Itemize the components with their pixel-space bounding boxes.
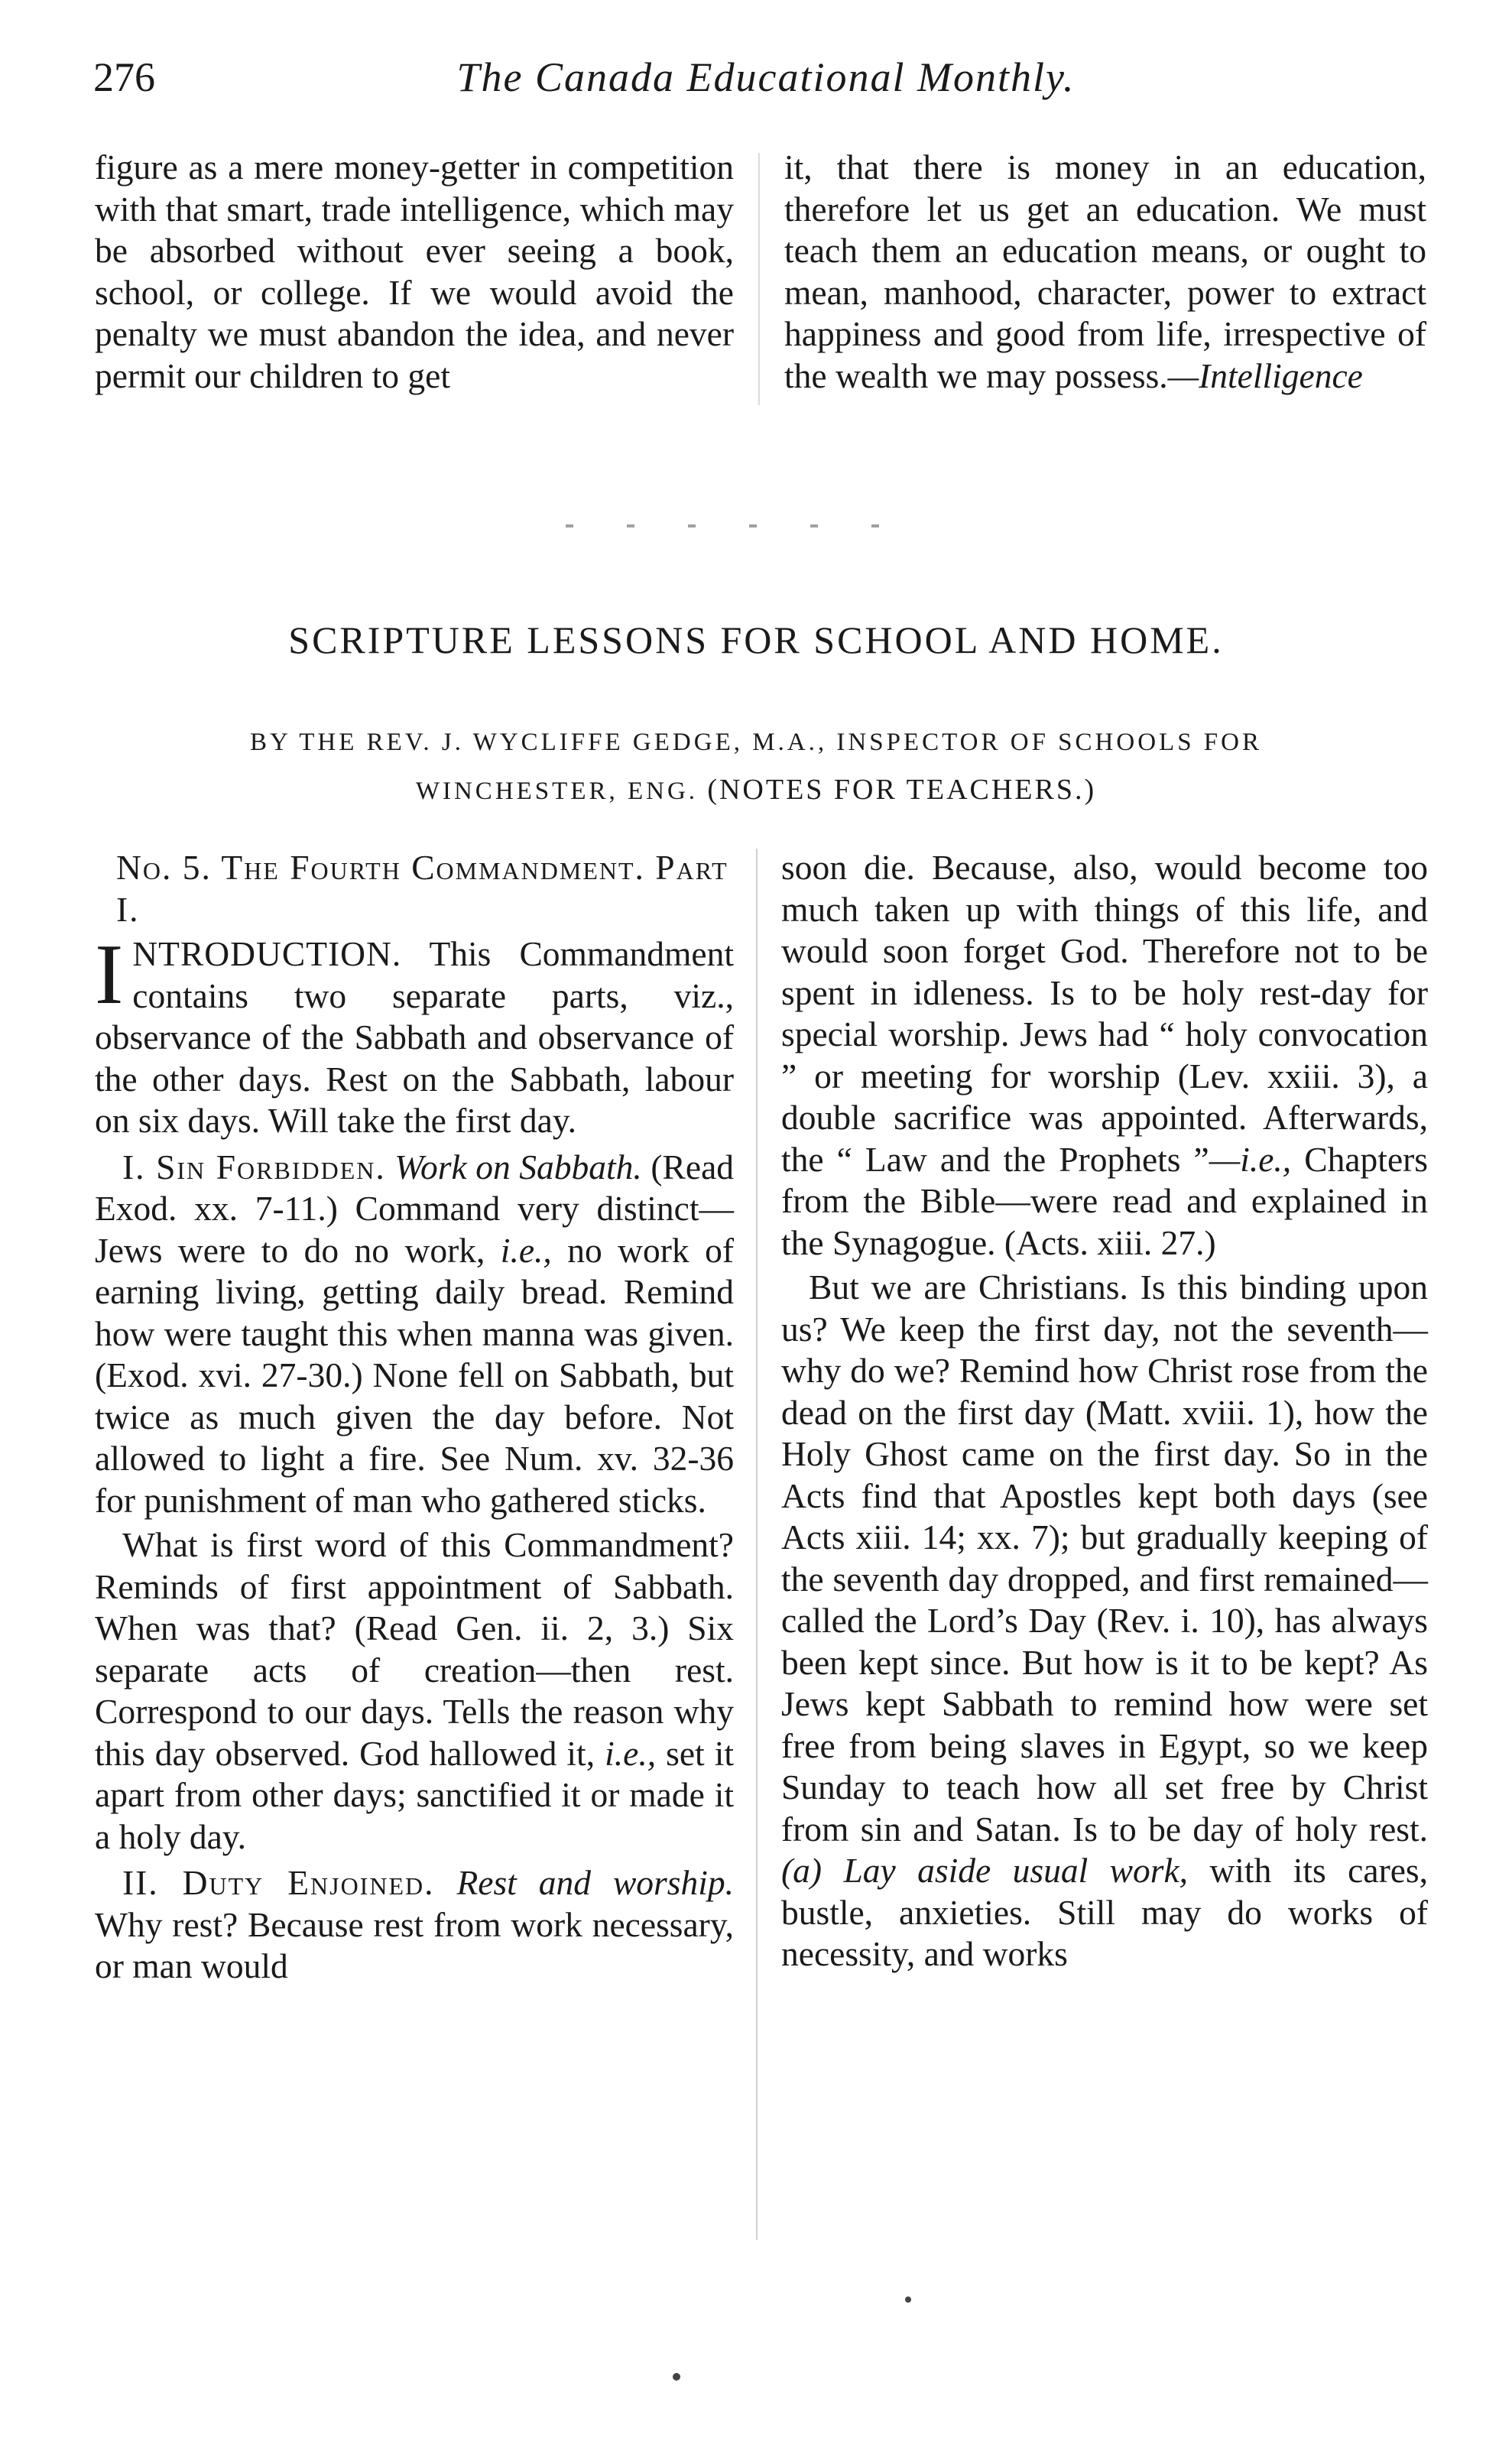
page-number: 276 [93,54,155,100]
right-para2-text: But we are Christians. Is this binding upon us? We keep the first day, not the seventh—why do we? Remind how Christ rose from the dead on the first day (Matt. xviii. 1), how the Holy Ghost came on the first day. So in the Acts find that Apostles kept both days (see Acts xiii. 14; xx. 7); but gradually keeping of the seventh day dropped, and first remained—called the Lord’s Day (Rev. i. 10), has always been kept since. But how is it to be kept? As Jews kept Sabbath to remind how were set free from being slaves in Egypt, so we keep Sunday to teach how all set free by Christ from sin and Satan. Is to be day of holy rest. [781,1268,1428,1849]
body-column-divider [756,849,758,2240]
top-left-paragraph: figure as a mere money-getter in competition with that smart, trade intelligence, which may be absorbed without ever seeing a book, school, or college. If we would avoid the penalty we must abandon the idea, and never permit our children to get [95,148,734,395]
right-para1-text-a: soon die. Because, also, would become too much taken up with things of this life, and would soon forget God. Therefore not to be spent in idleness. Is to be holy rest-day for special worship. Jews had “ holy convocation ” or meeting for worship (Lev. xxiii. 3), a double sacrifice was appointed. Afterwards, the “ Law and the Prophets ” [781,848,1428,1179]
part1-ie: i.e., [500,1230,552,1270]
body-right-column [781,847,1428,1975]
printer-mark-bottom [673,2373,680,2381]
part1-second-paragraph [95,1524,734,1858]
body-left-column [95,847,734,1988]
top-right-paragraph [784,147,1426,397]
right-para2-text-c: with its cares, bustle, anxieties. Still may do works of necessity, and works [781,1851,1428,1973]
top-right-source: —Intelligence [1167,355,1363,395]
section-heading: No. 5. The Fourth Commandment. Part I. [116,848,728,929]
top-column-divider [758,153,760,405]
byline-line1: BY THE REV. J. WYCLIFFE GEDGE, M.A., INSPECTOR OF SCHOOLS FOR [250,729,1262,756]
article-title: SCRIPTURE LESSONS FOR SCHOOL AND HOME. [288,618,1224,661]
intro-paragraph [95,927,734,1142]
top-right-text: it, that there is money in an education, therefore let us get an education. We must teach them an education means, or ought to mean, manhood, character, power to extract happiness and good from life, irrespective of the wealth we may possess. [784,148,1426,395]
part2-paragraph [95,1862,734,1988]
intro-text: This Commandment contains two separate parts, viz., observance of the Sabbath and observance of the other days. Rest on the Sabbath, labour on six days. Will take the first day. [95,934,734,1140]
part2-title: Rest and worship. [456,1863,734,1902]
part1-text-b: no work of earning living, getting daily bread. Remind how were taught this when manna was given. (Exod. xvi. 27-30.) None fell on Sabbath, but twice as much given the day before. Not allowed to light a fire. See Num. xv. 32-36 for punishment of man who gathered sticks. [95,1230,735,1520]
section-divider [566,524,933,527]
right-para2-italic: Lay aside usual work, [843,1851,1189,1890]
byline [0,719,1512,815]
running-head [93,54,1439,115]
para2-text-a: What is first word of this Commandment? Reminds of first appointment of Sabbath. When was that? (Read Gen. ii. 2, 3.) Six separate acts of creation—then rest. Correspond to our days. Tells the reason why this day observed. God hallowed it, [95,1525,734,1773]
byline-line2 [0,766,1512,815]
part1-title: Work on Sabbath. [394,1147,642,1186]
journal-title: The Canada Educational Monthly. [456,54,1076,100]
para2-ie: i.e., [605,1733,657,1773]
right-para1-ie: —i.e., [1209,1139,1292,1179]
byline-note: (NOTES FOR TEACHERS.) [707,774,1097,806]
part2-label: II. Duty Enjoined. [122,1863,435,1902]
byline-place: WINCHESTER, ENG. [415,777,699,805]
para2-text-b: set it apart from other days; sanctified it or made it a holy day. [95,1733,735,1856]
dropcap: I [95,927,124,1022]
right-paragraph-1 [781,847,1428,1264]
top-left-column [95,147,734,397]
intro-word: NTRODUCTION. [132,934,402,973]
part1-paragraph [95,1147,734,1522]
part2-text: Why rest? Because rest from work necessary, or man would [95,1904,734,1985]
right-paragraph-2 [781,1267,1428,1975]
part1-label: I. Sin Forbidden. [122,1147,386,1186]
printer-mark [905,2297,911,2303]
top-right-column [784,147,1426,397]
right-para2-a: (a) [781,1851,823,1890]
part1-text-a: (Read Exod. xx. 7-11.) Command very distinct—Jews were to do no work, [95,1147,735,1270]
right-para1-text-b: Chapters from the Bible—were read and explained in the Synagogue. (Acts. xiii. 27.) [781,1139,1429,1262]
